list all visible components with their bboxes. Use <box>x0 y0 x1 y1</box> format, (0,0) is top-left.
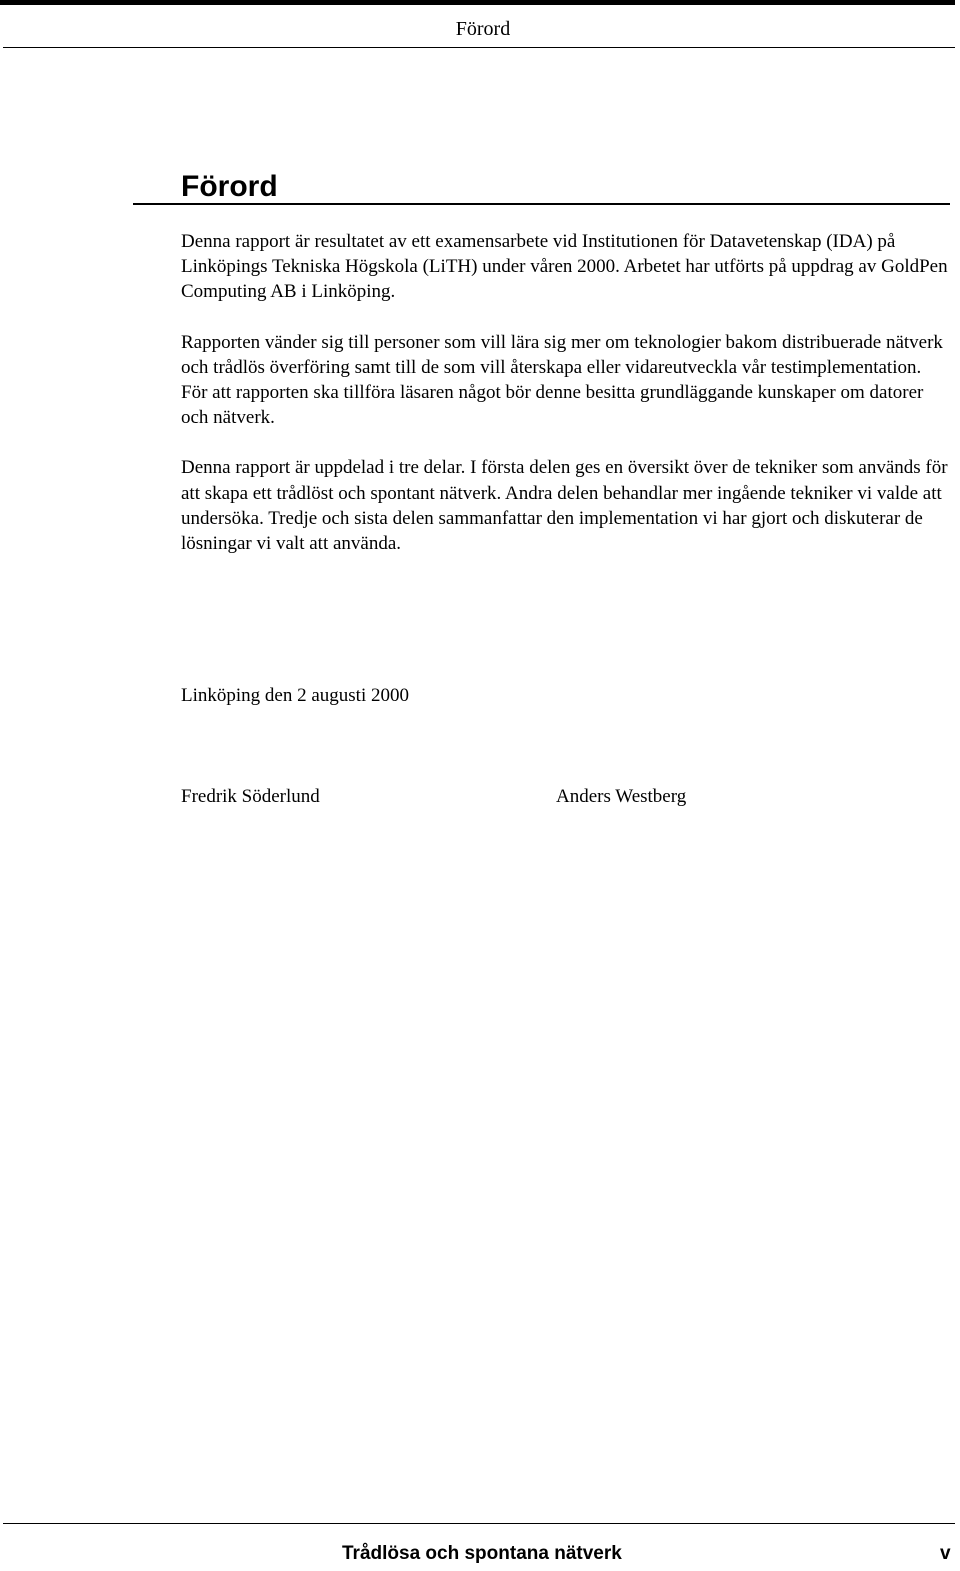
preface-body <box>181 229 951 581</box>
page-number: v <box>940 1543 951 1564</box>
header-rule <box>3 47 955 48</box>
paragraph-2: Rapporten vänder sig till personer som vill lära sig mer om teknologier bakom distribuerade nätverk och trådlös överföring samt till de som vill återskapa eller vidareutveckla vår testimplementation. För att rapporten ska tillföra läsaren något bör denne besitta grundläggande kunskaper om datorer och nätverk. <box>181 331 943 429</box>
chapter-title: Förord <box>181 170 278 203</box>
footer-rule <box>3 1523 955 1524</box>
signature-1: Fredrik Söderlund <box>181 786 320 807</box>
signature-2: Anders Westberg <box>556 786 687 807</box>
place-date: Linköping den 2 augusti 2000 <box>181 685 409 706</box>
running-header: Förord <box>455 18 511 40</box>
paragraph-3: Denna rapport är uppdelad i tre delar. I första delen ges en översikt över de tekniker som används för att skapa ett trådlöst och spontant nätverk. Andra delen behandlar mer ingående tekniker vi valde att undersöka. Tredje och sista delen sammanfattar den implementation vi har gjort och diskuterar de lösningar vi valt att använda. <box>181 457 948 555</box>
footer-book-title: Trådlösa och spontana nätverk <box>342 1543 622 1564</box>
top-rule <box>0 0 955 5</box>
title-rule <box>133 203 950 205</box>
paragraph-1: Denna rapport är resultatet av ett examensarbete vid Institutionen för Datavetenskap (IDA) på Linköpings Tekniska Högskola (LiTH) under våren 2000. Arbetet har utförts på uppdrag av GoldPen Computing AB i Linköping. <box>181 231 948 303</box>
